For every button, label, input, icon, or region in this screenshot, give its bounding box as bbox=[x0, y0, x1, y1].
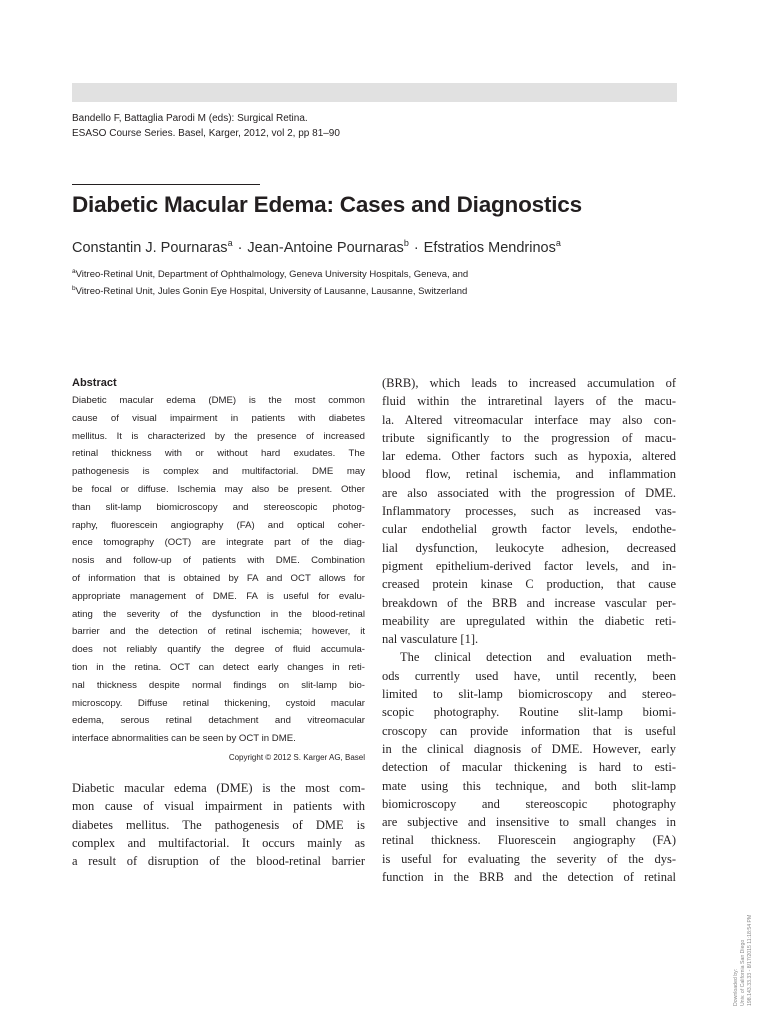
abstract-line: pathogenesis is complex and multifactorial. DME may bbox=[72, 466, 365, 478]
body-line: cular endothelial growth factor levels, endothe- bbox=[382, 522, 676, 537]
affiliation-mark: a bbox=[72, 268, 76, 275]
body-line: blood flow, retinal ischemia, and inflammation bbox=[382, 467, 676, 482]
abstract-line: nal thickness despite normal findings on slit-lamp bio- bbox=[72, 679, 365, 691]
body-line: scopic photography. Routine slit-lamp biomi- bbox=[382, 705, 676, 720]
header-bar bbox=[72, 83, 677, 102]
author-separator: · bbox=[413, 239, 419, 256]
abstract-line: be focal or diffuse. Ischemia may also be present. Other bbox=[72, 483, 365, 495]
abstract-line: ating the severity of the dysfunction in the blood-retinal bbox=[72, 608, 365, 620]
affiliation-text: Vitreo-Retinal Unit, Jules Gonin Eye Hospital, University of Lausanne, Lausanne, Switzerland bbox=[75, 285, 468, 297]
body-line: tribute significantly to the progression of macu- bbox=[382, 430, 676, 445]
abstract-line: mellitus. It is characterized by the presence of increased bbox=[72, 430, 365, 442]
body-line: are also associated with the progression of DME. bbox=[382, 485, 676, 500]
abstract-line: of information that is obtained by FA and OCT allows for bbox=[72, 572, 365, 584]
affiliations bbox=[72, 265, 468, 298]
abstract-line: Diabetic macular edema (DME) is the most common bbox=[72, 395, 365, 406]
abstract-line: cause of visual impairment in patients with diabetes bbox=[72, 412, 365, 424]
abstract-line: tion in the retina. OCT can detect early changes in reti- bbox=[72, 661, 365, 673]
author-affil-mark: a bbox=[227, 238, 233, 248]
citation-line: ESASO Course Series. Basel, Karger, 2012, vol 2, pp 81–90 bbox=[72, 128, 340, 139]
body-line: retinal thickness. Fluorescein angiography (FA) bbox=[382, 833, 676, 848]
watermark-line: Downloaded by: bbox=[733, 968, 739, 1006]
download-watermark bbox=[733, 856, 754, 1006]
citation bbox=[72, 111, 677, 141]
abstract-line: edema, serous retinal detachment and vitreomacular bbox=[72, 715, 365, 727]
title-rule bbox=[72, 184, 260, 185]
citation-line: Bandello F, Battaglia Parodi M (eds): Surgical Retina. bbox=[72, 113, 308, 124]
affiliation-line bbox=[72, 265, 468, 282]
watermark-line: 198.143.33.33 - 8/17/2015 11:18:54 PM bbox=[747, 914, 753, 1006]
abstract-line: than slit-lamp biomicroscopy and stereoscopic photog- bbox=[72, 501, 365, 513]
author-name: Jean-Antoine Pournaras bbox=[247, 239, 404, 256]
author-affil-mark: a bbox=[555, 238, 561, 248]
body-line: Inflammatory processes, such as increased vas- bbox=[382, 504, 676, 519]
body-line: mon cause of visual impairment in patients with bbox=[72, 799, 365, 814]
body-line: in the clinical diagnosis of DME. However, early bbox=[382, 741, 676, 756]
abstract-line: interface abnormalities can be seen by OCT in DME. bbox=[72, 733, 296, 745]
abstract-line: does not reliably quantify the degree of fluid accumula- bbox=[72, 644, 365, 656]
watermark-line: Univ. of California San Diego bbox=[740, 939, 746, 1006]
body-line: is useful for evaluating the severity of the dys- bbox=[382, 851, 676, 866]
intro-text bbox=[72, 779, 365, 870]
body-line: pigment epithelium-derived factor levels, and in- bbox=[382, 558, 676, 573]
abstract-line: ence tomography (OCT) are integrate part of the diag- bbox=[72, 537, 365, 549]
body-line: (BRB), which leads to increased accumulation of bbox=[382, 376, 676, 390]
author-name: Efstratios Mendrinos bbox=[423, 239, 556, 256]
body-line: creased protein kinase C production, that cause bbox=[382, 577, 676, 592]
body-line: limited to slit-lamp biomicroscopy and stereo- bbox=[382, 687, 676, 702]
article-title: Diabetic Macular Edema: Cases and Diagnostics bbox=[72, 192, 582, 217]
body-line: fluid within the intraretinal layers of the macu- bbox=[382, 394, 676, 409]
body-line: are subjective and insensitive to small changes in bbox=[382, 815, 676, 830]
body-line: function in the BRB and the detection of retinal bbox=[382, 870, 676, 885]
body-line: breakdown of the BRB and increase vascular per- bbox=[382, 595, 676, 610]
abstract-line: microscopy. Diffuse retinal thickening, cystoid macular bbox=[72, 697, 365, 709]
body-line: nal vasculature [1]. bbox=[382, 632, 479, 647]
body-line: a result of disruption of the blood-retinal barrier bbox=[72, 854, 365, 869]
author-list bbox=[72, 233, 561, 258]
body-line: detection of macular thickening is hard to esti- bbox=[382, 760, 676, 775]
right-column bbox=[382, 374, 676, 886]
affiliation-line bbox=[72, 282, 468, 299]
body-line: The clinical detection and evaluation meth- bbox=[400, 650, 676, 665]
body-line: lial dysfunction, leukocyte adhesion, decreased bbox=[382, 540, 676, 555]
author-name: Constantin J. Pournaras bbox=[72, 239, 228, 256]
copyright: Copyright © 2012 S. Karger AG, Basel bbox=[228, 752, 365, 762]
body-line: mate using this technique, and both slit-lamp bbox=[382, 778, 676, 793]
body-line: diabetes mellitus. The pathogenesis of DME is bbox=[72, 817, 365, 832]
abstract-line: retinal thickness with or without hard exudates. The bbox=[72, 448, 365, 460]
author-separator: · bbox=[237, 239, 243, 256]
body-line: la. Altered vitreomacular interface may also con- bbox=[382, 412, 676, 427]
affiliation-text: Vitreo-Retinal Unit, Department of Ophthalmology, Geneva University Hospitals, Geneva, and bbox=[75, 269, 469, 281]
body-line: biomicroscopy and stereoscopic photography bbox=[382, 796, 676, 811]
abstract-line: nosis and follow-up of patients with DME. Combination bbox=[72, 555, 365, 567]
body-line: lar edema. Other factors such as hypoxia, altered bbox=[382, 449, 676, 464]
body-line: meability are upregulated within the diabetic reti- bbox=[382, 613, 676, 628]
abstract-heading: Abstract bbox=[72, 377, 117, 389]
body-line: Diabetic macular edema (DME) is the most com- bbox=[72, 780, 365, 795]
abstract-body bbox=[72, 392, 365, 748]
body-line: complex and multifactorial. It occurs mainly as bbox=[72, 835, 365, 850]
abstract-line: appropriate management of DME. FA is useful for evalu- bbox=[72, 590, 365, 602]
left-column bbox=[72, 376, 365, 870]
abstract-line: raphy, fluorescein angiography (FA) and optical coher- bbox=[72, 519, 365, 531]
abstract-line: barrier and the detection of retinal ischemia; however, it bbox=[72, 626, 365, 638]
affiliation-mark: b bbox=[72, 284, 76, 292]
body-line: croscopy can provide information that is useful bbox=[382, 723, 676, 738]
author-affil-mark: b bbox=[403, 238, 409, 248]
body-line: ods currently used have, until recently, been bbox=[382, 668, 676, 683]
